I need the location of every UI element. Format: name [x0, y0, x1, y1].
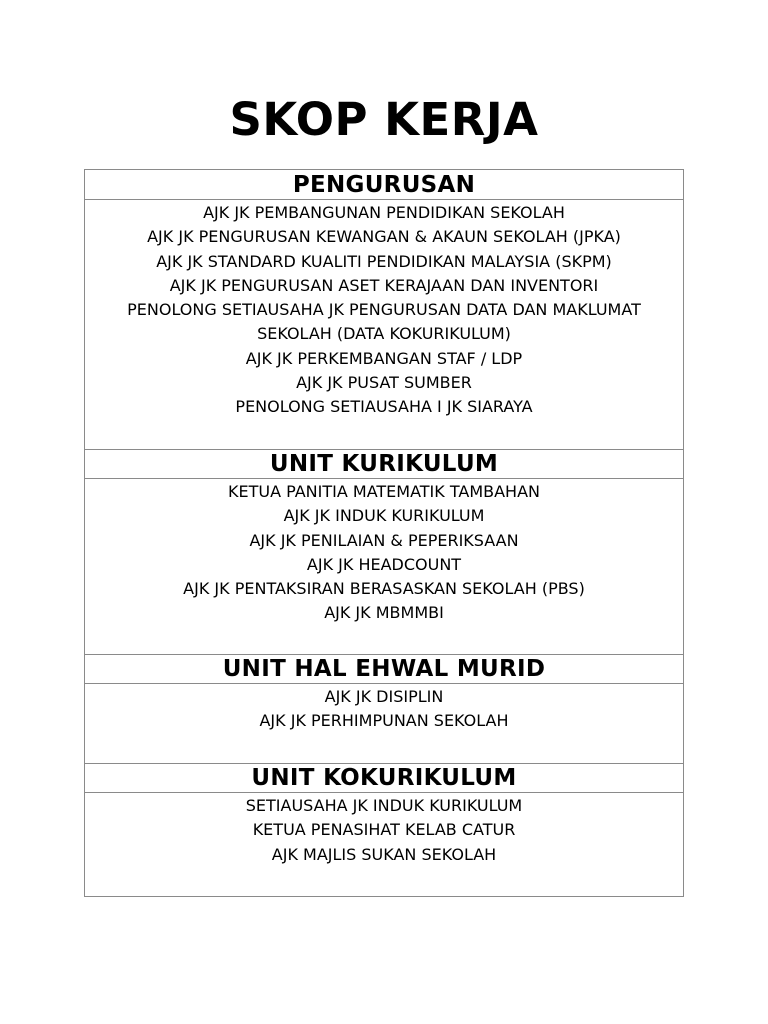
- section-body-unit-kurikulum: [85, 479, 683, 655]
- list-item: AJK JK PERHIMPUNAN SEKOLAH: [259, 711, 509, 731]
- scope-table: [84, 169, 684, 897]
- list-item: SEKOLAH (DATA KOKURIKULUM): [257, 324, 511, 344]
- section-body-unit-kokurikulum: [85, 793, 683, 896]
- section-body-pengurusan: [85, 200, 683, 450]
- list-item: AJK JK PENGURUSAN KEWANGAN & AKAUN SEKOLAH (JPKA): [147, 227, 621, 247]
- list-item: KETUA PENASIHAT KELAB CATUR: [252, 820, 516, 840]
- list-item: AJK JK PENGURUSAN ASET KERAJAAN DAN INVENTORI: [169, 275, 599, 295]
- section-heading-unit-kokurikulum: UNIT KOKURIKULUM: [85, 764, 683, 793]
- list-item: SETIAUSAHA JK INDUK KURIKULUM: [245, 796, 523, 815]
- list-item: AJK JK PENILAIAN & PEPERIKSAAN: [249, 530, 519, 550]
- list-item: AJK JK DISIPLIN: [324, 687, 444, 706]
- list-item: KETUA PANITIA MATEMATIK TAMBAHAN: [227, 482, 540, 501]
- list-item: PENOLONG SETIAUSAHA I JK SIARAYA: [235, 397, 533, 417]
- section-body-unit-hal-ehwal-murid: [85, 684, 683, 764]
- list-item: AJK MAJLIS SUKAN SEKOLAH: [271, 844, 497, 864]
- list-item: AJK JK PEMBANGUNAN PENDIDIKAN SEKOLAH: [203, 203, 565, 222]
- list-item: AJK JK PUSAT SUMBER: [296, 373, 472, 393]
- list-item: AJK JK INDUK KURIKULUM: [283, 506, 485, 526]
- section-heading-pengurusan: PENGURUSAN: [85, 170, 683, 200]
- list-item: PENOLONG SETIAUSAHA JK PENGURUSAN DATA DAN MAKLUMAT: [127, 300, 641, 320]
- list-item: AJK JK PENTAKSIRAN BERASASKAN SEKOLAH (PBS): [183, 579, 585, 599]
- list-item: AJK JK STANDARD KUALITI PENDIDIKAN MALAYSIA (SKPM): [156, 251, 612, 271]
- list-item: AJK JK PERKEMBANGAN STAF / LDP: [245, 348, 523, 368]
- list-item: AJK JK MBMMBI: [324, 603, 444, 623]
- section-heading-unit-kurikulum: UNIT KURIKULUM: [85, 450, 683, 479]
- page-title: SKOP KERJA: [229, 93, 539, 146]
- list-item: AJK JK HEADCOUNT: [306, 554, 462, 574]
- section-heading-unit-hal-ehwal-murid: UNIT HAL EHWAL MURID: [85, 655, 683, 684]
